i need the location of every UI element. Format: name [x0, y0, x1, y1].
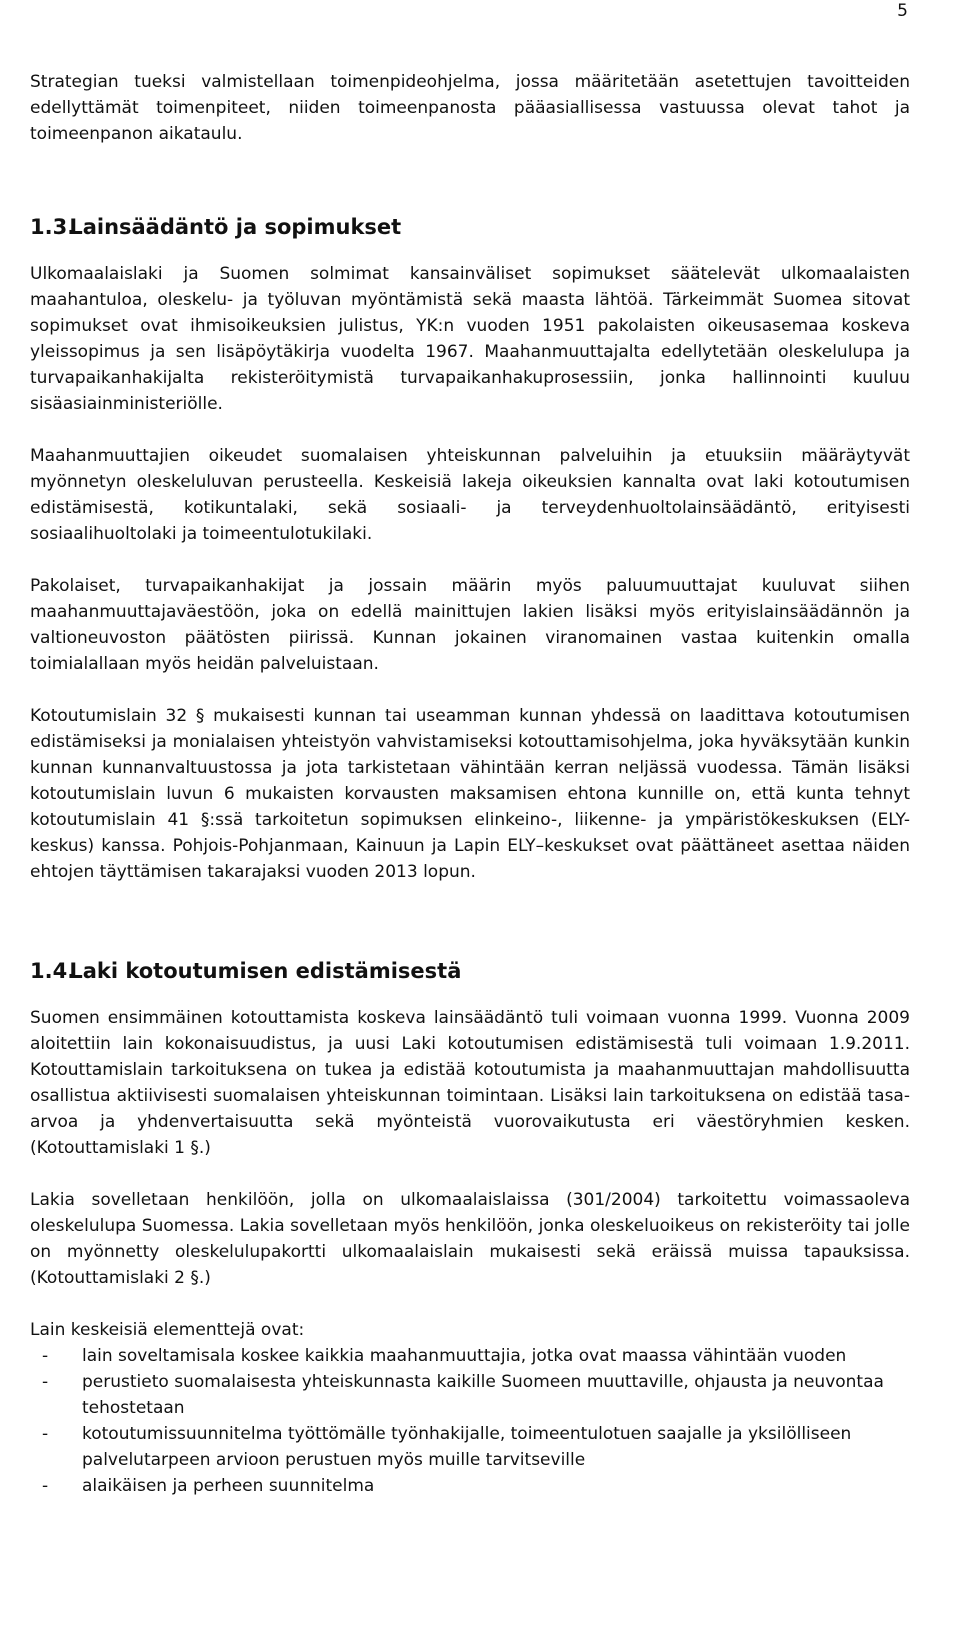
page-number: 5	[897, 1, 908, 21]
section-heading-1-4	[30, 957, 910, 985]
document-body	[30, 69, 910, 1499]
dash-bullet: -	[42, 1424, 49, 1444]
intro-paragraph: Strategian tueksi valmistellaan toimenpideohjelma, jossa määritetään asetettujen tavoitteiden edellyttämät toimenpiteet, niiden toimeenpanosta pääasiallisessa vastuussa olevat tahot ja toimeenpanon aikataulu.	[30, 72, 910, 144]
list-item	[30, 1369, 910, 1421]
list-item-text: perustieto suomalaisesta yhteiskunnasta kaikille Suomeen muuttaville, ohjausta ja neuvontaa tehostetaan	[82, 1372, 884, 1418]
list-item-text: kotoutumissuunnitelma työttömälle työnhakijalle, toimeentulotuen saajalle ja yksilölliseen palvelutarpeen arvioon perustuen myös muille tarvitseville	[82, 1424, 852, 1470]
list-item	[30, 1343, 910, 1369]
dash-bullet: -	[42, 1476, 49, 1496]
dash-bullet: -	[42, 1372, 49, 1392]
key-elements-list	[30, 1343, 910, 1499]
section-number: 1.4.	[30, 959, 76, 983]
section-number: 1.3.	[30, 215, 76, 239]
paragraph-law-history: Suomen ensimmäinen kotouttamista koskeva lainsäädäntö tuli voimaan vuonna 1999. Vuonna 2009 aloitettiin lain kokonaisuudistus, ja uusi Laki kotoutumisen edistämisestä tuli voimaan 1.9.2011. Kotouttamislain tarkoituksena on tukea ja edistää kotoutumista ja maahanmuuttajan mahdollisuutta osallistua aktiivisesti suomalaisen yhteiskunnan toimintaan. Lisäksi lain tarkoituksena on edistää tasa-arvoa ja yhdenvertaisuutta sekä myönteistä vuorovaikutusta eri väestöryhmien kesken. (Kotouttamislaki 1 §.)	[30, 1008, 910, 1158]
section-title: Laki kotoutumisen edistämisestä	[69, 959, 462, 983]
list-item	[30, 1421, 910, 1473]
paragraph-rights: Maahanmuuttajien oikeudet suomalaisen yhteiskunnan palveluihin ja etuuksiin määräytyvät myönnetyn oleskeluluvan perusteella. Keskeisiä lakeja oikeuksien kannalta ovat laki kotoutumisen edistämisestä, kotikuntalaki, sekä sosiaali- ja terveydenhuoltolainsäädäntö, erityisesti sosiaalihuoltolaki ja toimeentulotukilaki.	[30, 446, 910, 544]
section-title: Lainsäädäntö ja sopimukset	[69, 215, 402, 239]
list-item-text: alaikäisen ja perheen suunnitelma	[82, 1476, 375, 1496]
list-item	[30, 1473, 910, 1499]
list-intro: Lain keskeisiä elementtejä ovat:	[30, 1320, 305, 1340]
dash-bullet: -	[42, 1346, 49, 1366]
paragraph-refugees: Pakolaiset, turvapaikanhakijat ja jossain määrin myös paluumuuttajat kuuluvat siihen maahanmuuttajaväestöön, joka on edellä mainittujen lakien lisäksi myös erityislainsäädännön ja valtioneuvoston päätösten piirissä. Kunnan jokainen viranomainen vastaa kuitenkin omalla toimialallaan myös heidän palveluistaan.	[30, 576, 910, 674]
paragraph-integration-programme: Kotoutumislain 32 § mukaisesti kunnan tai useamman kunnan yhdessä on laadittava kotoutumisen edistämiseksi ja monialaisen yhteistyön vahvistamiseksi kotouttamisohjelma, joka hyväksytään kunkin kunnan kunnanvaltuustossa ja jota tarkistetaan vähintään kerran neljässä vuodessa. Tämän lisäksi kotoutumislain luvun 6 mukaisten korvausten maksamisen ehtona kunnille on, että kunta tehnyt kotoutumislain 41 §:ssä tarkoitetun sopimuksen elinkeino-, liikenne- ja ympäristökeskuksen (ELY-keskus) kanssa. Pohjois-Pohjanmaan, Kainuun ja Lapin ELY–keskukset ovat päättäneet asettaa näiden ehtojen täyttämisen takarajaksi vuoden 2013 lopun.	[30, 706, 910, 882]
list-item-text: lain soveltamisala koskee kaikkia maahanmuuttajia, jotka ovat maassa vähintään vuoden	[82, 1346, 847, 1366]
paragraph-law-scope: Lakia sovelletaan henkilöön, jolla on ulkomaalaislaissa (301/2004) tarkoitettu voimassaoleva oleskelulupa Suomessa. Lakia sovelletaan myös henkilöön, jonka oleskeluoikeus on rekisteröity tai jolle on myönnetty oleskelulupakortti ulkomaalaislain mukaisesti sekä eräissä muissa tapauksissa. (Kotouttamislaki 2 §.)	[30, 1190, 910, 1288]
section-heading-1-3	[30, 213, 910, 241]
paragraph-legislation: Ulkomaalaislaki ja Suomen solmimat kansainväliset sopimukset säätelevät ulkomaalaisten maahantuloa, oleskelu- ja työluvan myöntämistä sekä maasta lähtöä. Tärkeimmät Suomea sitovat sopimukset ovat ihmisoikeuksien julistus, YK:n vuoden 1951 pakolaisten oikeusasemaa koskeva yleissopimus ja sen lisäpöytäkirja vuodelta 1967. Maahanmuuttajalta edellytetään oleskelulupa ja turvapaikanhakijalta rekisteröitymistä turvapaikanhakuprosessiin, jonka hallinnointi kuuluu sisäasiainministeriölle.	[30, 264, 910, 414]
